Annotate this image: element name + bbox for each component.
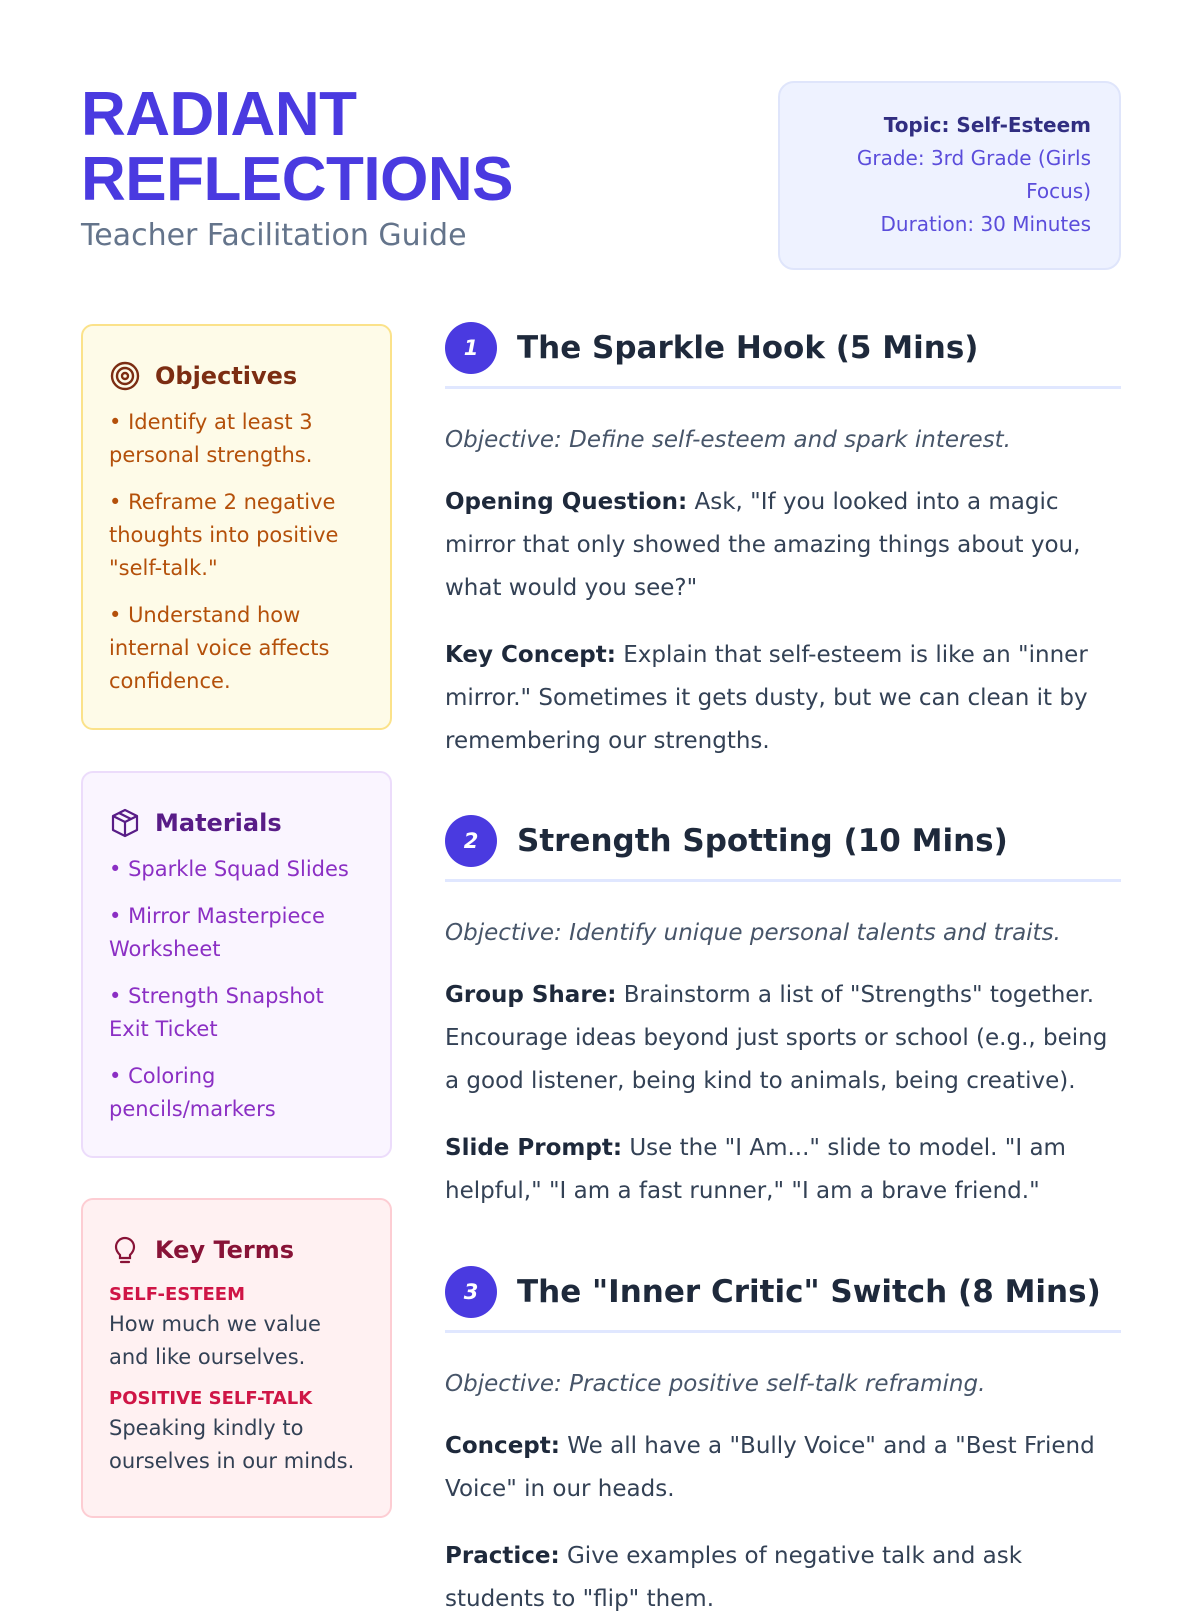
term-definition: Speaking kindly to ourselves in our minds. <box>109 1416 355 1473</box>
paragraph-label: Concept: <box>445 1433 560 1459</box>
section-header <box>445 811 1121 882</box>
list-item: • Sparkle Squad Slides <box>109 853 364 886</box>
term-name: SELF-ESTEEM <box>109 1284 245 1305</box>
section-objective: Objective: Identify unique personal talents and traits. <box>445 920 1061 946</box>
page-title <box>81 82 513 212</box>
section-objective: Objective: Practice positive self-talk reframing. <box>445 1371 986 1397</box>
list-item: • Coloring pencils/markers <box>109 1060 364 1126</box>
term-name: POSITIVE SELF-TALK <box>109 1388 313 1409</box>
objectives-title: Objectives <box>155 362 298 390</box>
meta-topic: Topic: Self-Esteem <box>883 113 1091 137</box>
paragraph-text: Explain that self-esteem is like an "inner mirror." Sometimes it gets dusty, but we can clean it by remembering our strengths. <box>445 642 1088 754</box>
key-terms-card <box>81 1198 392 1518</box>
section-paragraph <box>445 1127 1121 1213</box>
list-item: • Identify at least 3 personal strengths. <box>109 406 364 472</box>
section-number-badge: 3 <box>445 1266 497 1318</box>
paragraph-label: Slide Prompt: <box>445 1135 623 1161</box>
section-paragraph <box>445 634 1121 763</box>
paragraph-label: Key Concept: <box>445 642 616 668</box>
section-strength-spotting <box>445 811 1121 1213</box>
term-item <box>109 1386 364 1478</box>
section-sparkle-hook <box>445 318 1121 763</box>
meta-duration: Duration: 30 Minutes <box>880 212 1091 236</box>
page-subtitle: Teacher Facilitation Guide <box>81 218 467 253</box>
list-item: • Mirror Masterpiece Worksheet <box>109 900 364 966</box>
section-objective: Objective: Define self-esteem and spark interest. <box>445 427 1011 453</box>
objectives-card <box>81 324 392 730</box>
list-item: • Reframe 2 negative thoughts into positive "self-talk." <box>109 486 364 585</box>
section-paragraph <box>445 1425 1121 1511</box>
lightbulb-icon <box>109 1234 141 1266</box>
paragraph-label: Opening Question: <box>445 489 688 515</box>
paragraph-text: We all have a "Bully Voice" and a "Best Friend Voice" in our heads. <box>445 1433 1095 1502</box>
title-line-1: RADIANT <box>81 80 357 149</box>
materials-header <box>109 803 364 843</box>
title-line-2: REFLECTIONS <box>81 145 513 214</box>
term-item <box>109 1282 364 1374</box>
paragraph-text: Use the "I Am..." slide to model. "I am helpful," "I am a fast runner," "I am a brave friend." <box>445 1135 1066 1204</box>
paragraph-label: Practice: <box>445 1543 560 1569</box>
paragraph-label: Group Share: <box>445 982 617 1008</box>
objectives-list <box>109 406 364 698</box>
section-paragraph <box>445 1535 1121 1621</box>
section-title: The Sparkle Hook (5 Mins) <box>517 330 979 366</box>
section-paragraph <box>445 481 1121 610</box>
materials-title: Materials <box>155 809 282 837</box>
term-definition: How much we value and like ourselves. <box>109 1312 321 1369</box>
key-terms-header <box>109 1230 364 1270</box>
section-paragraph <box>445 974 1121 1103</box>
paragraph-text: Give examples of negative talk and ask students to "flip" them. <box>445 1543 1023 1612</box>
cube-icon <box>109 807 141 839</box>
section-number-badge: 1 <box>445 322 497 374</box>
materials-list <box>109 853 364 1126</box>
section-number-badge: 2 <box>445 815 497 867</box>
lesson-meta-card <box>778 81 1121 270</box>
key-terms-title: Key Terms <box>155 1236 295 1264</box>
objectives-header <box>109 356 364 396</box>
section-inner-critic-switch <box>445 1262 1121 1621</box>
paragraph-text: Ask, "If you looked into a magic mirror that only showed the amazing things about you, what would you see?" <box>445 489 1081 601</box>
meta-grade: Grade: 3rd Grade (Girls Focus) <box>856 146 1091 203</box>
list-item: • Understand how internal voice affects confidence. <box>109 599 364 698</box>
list-item: • Strength Snapshot Exit Ticket <box>109 980 364 1046</box>
section-header <box>445 318 1121 389</box>
section-title: The "Inner Critic" Switch (8 Mins) <box>517 1274 1101 1310</box>
target-icon <box>109 360 141 392</box>
paragraph-text: Brainstorm a list of "Strengths" together. Encourage ideas beyond just sports or school (e.g., being a good listener, being kind to animals, being creative). <box>445 982 1108 1094</box>
section-title: Strength Spotting (10 Mins) <box>517 823 1008 859</box>
materials-card <box>81 771 392 1158</box>
section-header <box>445 1262 1121 1333</box>
